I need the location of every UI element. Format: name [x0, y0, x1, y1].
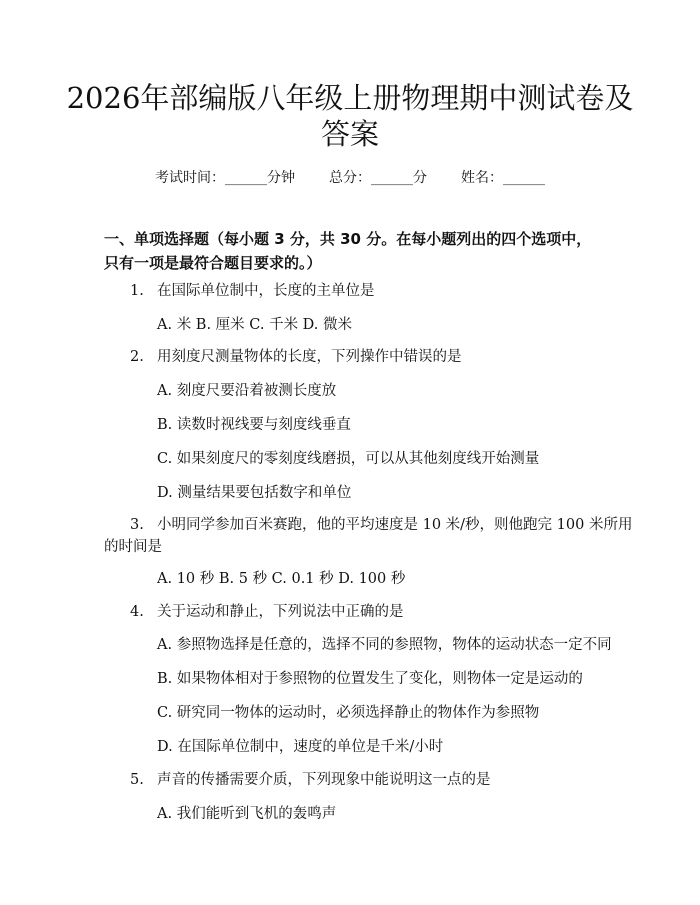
total-score-label: 总分：______分 [329, 170, 427, 186]
option-d: D. 测量结果要包括数字和单位 [157, 485, 352, 501]
student-name-label: 姓名：______ [461, 170, 545, 186]
option-b: B. 读数时视线要与刻度线垂直 [157, 417, 351, 433]
question-options: A. 10 秒 B. 5 秒 C. 0.1 秒 D. 100 秒 [157, 571, 406, 587]
question-text: 用刻度尺测量物体的长度，下列操作中错误的是 [157, 349, 462, 365]
option-a: A. 参照物选择是任意的，选择不同的参照物，物体的运动状态一定不同 [157, 637, 612, 653]
question-number: 1. [130, 283, 144, 299]
question-text-continued: 的时间是 [104, 539, 162, 555]
question-text: 小明同学参加百米赛跑，他的平均速度是 10 米/秒，则他跑完 100 米所用 [157, 517, 633, 533]
page-title: 2026年部编版八年级上册物理期中测试卷及答案 [66, 81, 634, 151]
option-b: B. 如果物体相对于参照物的位置发生了变化，则物体一定是运动的 [157, 671, 583, 687]
option-a: A. 刻度尺要沿着被测长度放 [157, 383, 337, 399]
question-number: 4. [130, 604, 144, 620]
option-d: D. 在国际单位制中，速度的单位是千米/小时 [157, 739, 444, 755]
option-c: C. 研究同一物体的运动时，必须选择静止的物体作为参照物 [157, 705, 540, 721]
question-text: 关于运动和静止，下列说法中正确的是 [157, 604, 404, 620]
question-text: 声音的传播需要介质，下列现象中能说明这一点的是 [157, 772, 491, 788]
question-number: 3. [130, 517, 144, 533]
question-number: 5. [130, 772, 144, 788]
section-heading-single-choice: 一、单项选择题（每小题 3 分，共 30 分。在每小题列出的四个选项中，只有一项是最符合题目要求的。） [104, 230, 592, 272]
question-options: A. 米 B. 厘米 C. 千米 D. 微米 [157, 317, 353, 333]
exam-time-label: 考试时间：______分钟 [155, 170, 295, 186]
exam-meta [0, 168, 700, 188]
option-c: C. 如果刻度尺的零刻度线磨损，可以从其他刻度线开始测量 [157, 451, 540, 467]
question-number: 2. [130, 349, 144, 365]
option-a: A. 我们能听到飞机的轰鸣声 [157, 806, 337, 822]
question-text: 在国际单位制中，长度的主单位是 [157, 283, 375, 299]
